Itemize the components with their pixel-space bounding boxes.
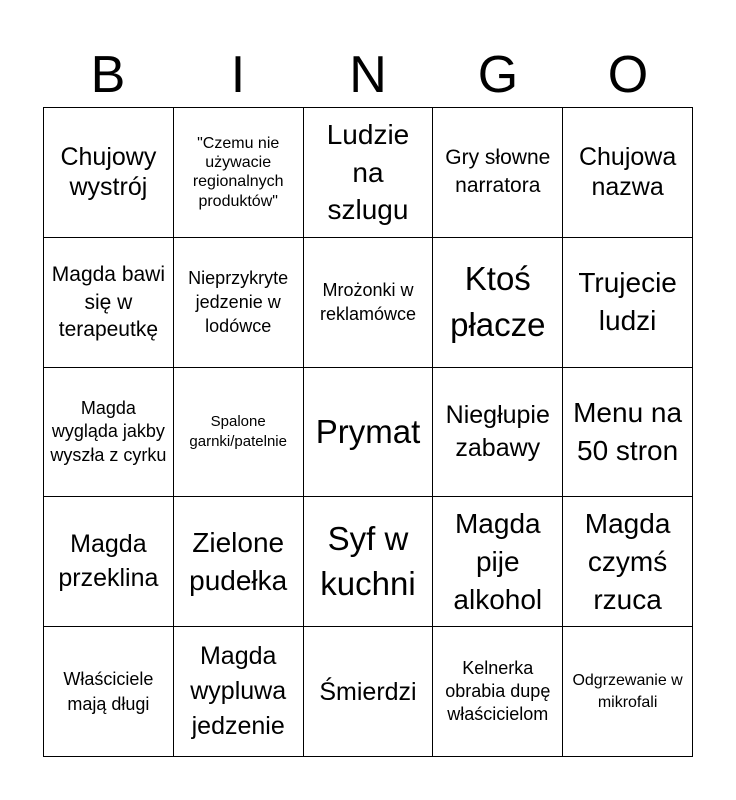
- bingo-cell-text: Magda bawi się w terapeutkę: [51, 263, 166, 341]
- bingo-cell-text: Niegłupie zabawy: [445, 401, 550, 462]
- bingo-cell-text: Gry słowne narratora: [445, 146, 551, 198]
- bingo-cell-text: Ludzie na szlugu: [326, 118, 410, 226]
- bingo-cell[interactable]: [174, 497, 304, 627]
- bingo-cell[interactable]: [563, 108, 693, 238]
- bingo-cell[interactable]: [304, 368, 434, 498]
- header-letter-i: I: [230, 46, 246, 104]
- bingo-cell[interactable]: [563, 238, 693, 368]
- bingo-cell-text: Zielone pudełka: [189, 526, 288, 596]
- bingo-cell-text: Spalone garnki/patelnie: [189, 413, 287, 450]
- bingo-cell-text: Trujecie ludzi: [578, 267, 677, 337]
- bingo-cell[interactable]: [174, 238, 304, 368]
- bingo-cell[interactable]: [563, 497, 693, 627]
- bingo-cell[interactable]: [44, 108, 174, 238]
- bingo-cell-text: Chujowy wystrój: [60, 143, 157, 202]
- bingo-cell[interactable]: [174, 627, 304, 757]
- bingo-cell[interactable]: [304, 238, 434, 368]
- bingo-cell[interactable]: [304, 108, 434, 238]
- bingo-cell-text: Właściciele mają długi: [63, 669, 154, 714]
- bingo-cell-text: Ktoś płacze: [450, 260, 546, 344]
- bingo-cell-text: Śmierdzi: [319, 677, 417, 706]
- bingo-cell[interactable]: [563, 368, 693, 498]
- bingo-cell[interactable]: [44, 238, 174, 368]
- bingo-cell-text: Mrożonki w reklamówce: [319, 279, 416, 325]
- bingo-header: [43, 46, 693, 104]
- header-letter-o: O: [607, 46, 649, 104]
- bingo-cell[interactable]: [433, 108, 563, 238]
- bingo-cell[interactable]: [44, 627, 174, 757]
- bingo-cell-text: Magda wygląda jakby wyszła z cyrku: [50, 397, 167, 465]
- bingo-cell[interactable]: [44, 497, 174, 627]
- bingo-cell-text: "Czemu nie używacie regionalnych produktów": [192, 135, 284, 210]
- bingo-cell[interactable]: [433, 238, 563, 368]
- bingo-cell[interactable]: [433, 368, 563, 498]
- bingo-cell-text: Magda przeklina: [58, 530, 159, 592]
- bingo-cell[interactable]: [304, 497, 434, 627]
- bingo-cell-text: Kelnerka obrabia dupę właścicielom: [445, 657, 551, 725]
- bingo-cell-text: Prymat: [315, 413, 421, 451]
- bingo-grid: [43, 107, 693, 757]
- bingo-cell-text: Odgrzewanie w mikrofali: [572, 672, 683, 711]
- bingo-cell[interactable]: [433, 627, 563, 757]
- bingo-cell[interactable]: [174, 368, 304, 498]
- bingo-cell-text: Magda czymś rzuca: [584, 508, 671, 615]
- bingo-cell[interactable]: [563, 627, 693, 757]
- bingo-cell-text: Nieprzykryte jedzenie w lodówce: [188, 267, 289, 337]
- bingo-cell-text: Syf w kuchni: [320, 520, 416, 602]
- bingo-cell-text: Magda wypluwa jedzenie: [190, 642, 287, 741]
- bingo-cell-text: Magda pije alkohol: [453, 508, 543, 615]
- bingo-cell-text: Chujowa nazwa: [578, 143, 677, 202]
- header-letter-g: G: [477, 46, 519, 104]
- bingo-cell-text: Menu na 50 stron: [573, 397, 683, 466]
- bingo-cell[interactable]: [304, 627, 434, 757]
- bingo-cell[interactable]: [433, 497, 563, 627]
- bingo-cell[interactable]: [44, 368, 174, 498]
- header-letter-n: N: [349, 46, 387, 104]
- header-letter-b: B: [90, 46, 126, 104]
- bingo-cell[interactable]: [174, 108, 304, 238]
